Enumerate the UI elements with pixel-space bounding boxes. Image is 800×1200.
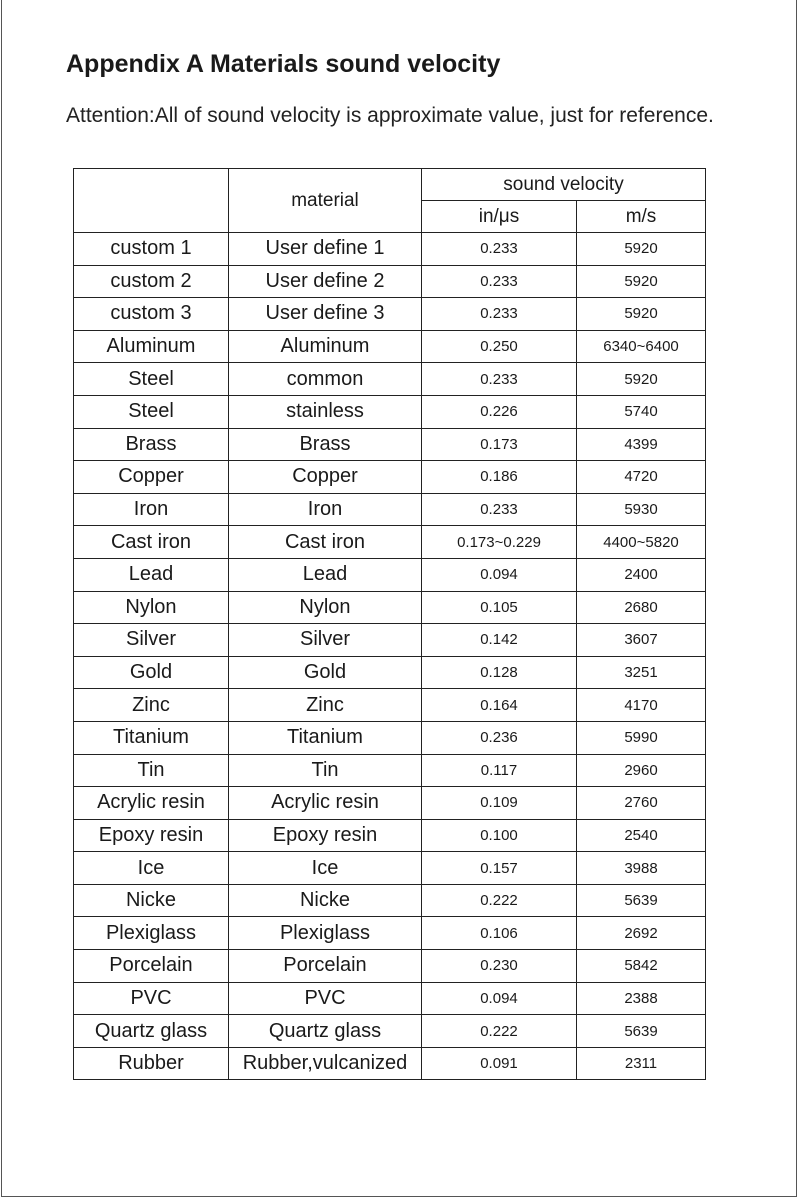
row-name: Titanium	[74, 721, 229, 754]
velocity-m-s-cell: 5990	[577, 721, 706, 754]
velocity-m-s-cell: 5740	[577, 395, 706, 428]
row-name: Silver	[74, 624, 229, 657]
material-cell: Lead	[229, 558, 422, 591]
attention-note: Attention:All of sound velocity is approximate value, just for reference.	[66, 104, 714, 127]
velocity-in-us-cell: 0.250	[422, 330, 577, 363]
row-name: Aluminum	[74, 330, 229, 363]
table-row	[74, 689, 706, 722]
row-name: Copper	[74, 461, 229, 494]
velocity-m-s-cell: 3251	[577, 656, 706, 689]
table-row	[74, 819, 706, 852]
table-row	[74, 624, 706, 657]
material-cell: Ice	[229, 852, 422, 885]
table-row	[74, 558, 706, 591]
velocity-in-us-cell: 0.157	[422, 852, 577, 885]
material-cell: Nylon	[229, 591, 422, 624]
table-row	[74, 265, 706, 298]
table-row	[74, 1015, 706, 1048]
velocity-m-s-cell: 2388	[577, 982, 706, 1015]
material-cell: Zinc	[229, 689, 422, 722]
velocity-in-us-cell: 0.173~0.229	[422, 526, 577, 559]
row-name: custom 2	[74, 265, 229, 298]
velocity-m-s-cell: 5920	[577, 298, 706, 331]
material-cell: Quartz glass	[229, 1015, 422, 1048]
material-cell: Titanium	[229, 721, 422, 754]
velocity-m-s-cell: 6340~6400	[577, 330, 706, 363]
material-cell: Gold	[229, 656, 422, 689]
row-name: PVC	[74, 982, 229, 1015]
table-row	[74, 852, 706, 885]
velocity-in-us-cell: 0.233	[422, 233, 577, 266]
velocity-m-s-cell: 2680	[577, 591, 706, 624]
table-row	[74, 493, 706, 526]
table-row	[74, 754, 706, 787]
velocity-in-us-cell: 0.233	[422, 363, 577, 396]
material-cell: stainless	[229, 395, 422, 428]
table-row	[74, 526, 706, 559]
velocity-m-s-cell: 5639	[577, 1015, 706, 1048]
velocity-m-s-cell: 4170	[577, 689, 706, 722]
table-row	[74, 591, 706, 624]
table-row	[74, 395, 706, 428]
velocity-in-us-cell: 0.100	[422, 819, 577, 852]
velocity-m-s-cell: 4400~5820	[577, 526, 706, 559]
material-cell: PVC	[229, 982, 422, 1015]
velocity-m-s-cell: 4399	[577, 428, 706, 461]
row-name: Rubber	[74, 1047, 229, 1080]
header-unit-in-us: in/μs	[422, 201, 577, 233]
row-name: Ice	[74, 852, 229, 885]
velocity-in-us-cell: 0.094	[422, 982, 577, 1015]
velocity-in-us-cell: 0.222	[422, 1015, 577, 1048]
row-name: Steel	[74, 363, 229, 396]
table-row	[74, 363, 706, 396]
table-row	[74, 884, 706, 917]
material-cell: Nicke	[229, 884, 422, 917]
table-row	[74, 656, 706, 689]
header-unit-m-s: m/s	[577, 201, 706, 233]
velocity-in-us-cell: 0.233	[422, 265, 577, 298]
material-cell: Plexiglass	[229, 917, 422, 950]
table-row	[74, 233, 706, 266]
velocity-in-us-cell: 0.230	[422, 950, 577, 983]
material-cell: User define 2	[229, 265, 422, 298]
velocity-m-s-cell: 4720	[577, 461, 706, 494]
table-row	[74, 950, 706, 983]
table-row	[74, 428, 706, 461]
material-cell: Cast iron	[229, 526, 422, 559]
velocity-in-us-cell: 0.164	[422, 689, 577, 722]
velocity-in-us-cell: 0.142	[422, 624, 577, 657]
material-cell: Silver	[229, 624, 422, 657]
table-row	[74, 917, 706, 950]
velocity-in-us-cell: 0.233	[422, 493, 577, 526]
material-cell: Copper	[229, 461, 422, 494]
table-row	[74, 982, 706, 1015]
velocity-m-s-cell: 5842	[577, 950, 706, 983]
velocity-m-s-cell: 5930	[577, 493, 706, 526]
row-name: Steel	[74, 395, 229, 428]
velocity-in-us-cell: 0.236	[422, 721, 577, 754]
velocity-in-us-cell: 0.226	[422, 395, 577, 428]
sound-velocity-table	[73, 168, 706, 1080]
velocity-in-us-cell: 0.117	[422, 754, 577, 787]
row-name: custom 3	[74, 298, 229, 331]
velocity-in-us-cell: 0.091	[422, 1047, 577, 1080]
row-name: Gold	[74, 656, 229, 689]
velocity-in-us-cell: 0.106	[422, 917, 577, 950]
velocity-m-s-cell: 3988	[577, 852, 706, 885]
velocity-m-s-cell: 5639	[577, 884, 706, 917]
velocity-m-s-cell: 2311	[577, 1047, 706, 1080]
page-title: Appendix A Materials sound velocity	[66, 50, 501, 78]
material-cell: Epoxy resin	[229, 819, 422, 852]
material-cell: Aluminum	[229, 330, 422, 363]
velocity-in-us-cell: 0.105	[422, 591, 577, 624]
material-cell: Brass	[229, 428, 422, 461]
row-name: custom 1	[74, 233, 229, 266]
table-row	[74, 298, 706, 331]
row-name: Quartz glass	[74, 1015, 229, 1048]
material-cell: User define 1	[229, 233, 422, 266]
row-name: Cast iron	[74, 526, 229, 559]
table-row	[74, 461, 706, 494]
material-cell: Rubber,vulcanized	[229, 1047, 422, 1080]
velocity-m-s-cell: 2400	[577, 558, 706, 591]
velocity-in-us-cell: 0.109	[422, 787, 577, 820]
velocity-in-us-cell: 0.222	[422, 884, 577, 917]
row-name: Nicke	[74, 884, 229, 917]
header-material: material	[229, 169, 422, 233]
row-name: Acrylic resin	[74, 787, 229, 820]
material-cell: Porcelain	[229, 950, 422, 983]
material-cell: User define 3	[229, 298, 422, 331]
velocity-m-s-cell: 5920	[577, 363, 706, 396]
row-name: Plexiglass	[74, 917, 229, 950]
row-name: Porcelain	[74, 950, 229, 983]
row-name: Iron	[74, 493, 229, 526]
row-name: Epoxy resin	[74, 819, 229, 852]
row-name: Lead	[74, 558, 229, 591]
header-sound-velocity: sound velocity	[422, 169, 706, 201]
velocity-in-us-cell: 0.173	[422, 428, 577, 461]
material-cell: common	[229, 363, 422, 396]
table-row	[74, 330, 706, 363]
material-cell: Tin	[229, 754, 422, 787]
header-blank	[74, 169, 229, 233]
velocity-m-s-cell: 3607	[577, 624, 706, 657]
material-cell: Iron	[229, 493, 422, 526]
velocity-m-s-cell: 2960	[577, 754, 706, 787]
velocity-in-us-cell: 0.128	[422, 656, 577, 689]
velocity-m-s-cell: 2540	[577, 819, 706, 852]
material-cell: Acrylic resin	[229, 787, 422, 820]
table-row	[74, 787, 706, 820]
row-name: Nylon	[74, 591, 229, 624]
velocity-in-us-cell: 0.094	[422, 558, 577, 591]
table-row	[74, 1047, 706, 1080]
velocity-m-s-cell: 2760	[577, 787, 706, 820]
row-name: Zinc	[74, 689, 229, 722]
velocity-m-s-cell: 2692	[577, 917, 706, 950]
row-name: Brass	[74, 428, 229, 461]
velocity-in-us-cell: 0.186	[422, 461, 577, 494]
velocity-in-us-cell: 0.233	[422, 298, 577, 331]
row-name: Tin	[74, 754, 229, 787]
velocity-m-s-cell: 5920	[577, 265, 706, 298]
table-row	[74, 721, 706, 754]
velocity-m-s-cell: 5920	[577, 233, 706, 266]
